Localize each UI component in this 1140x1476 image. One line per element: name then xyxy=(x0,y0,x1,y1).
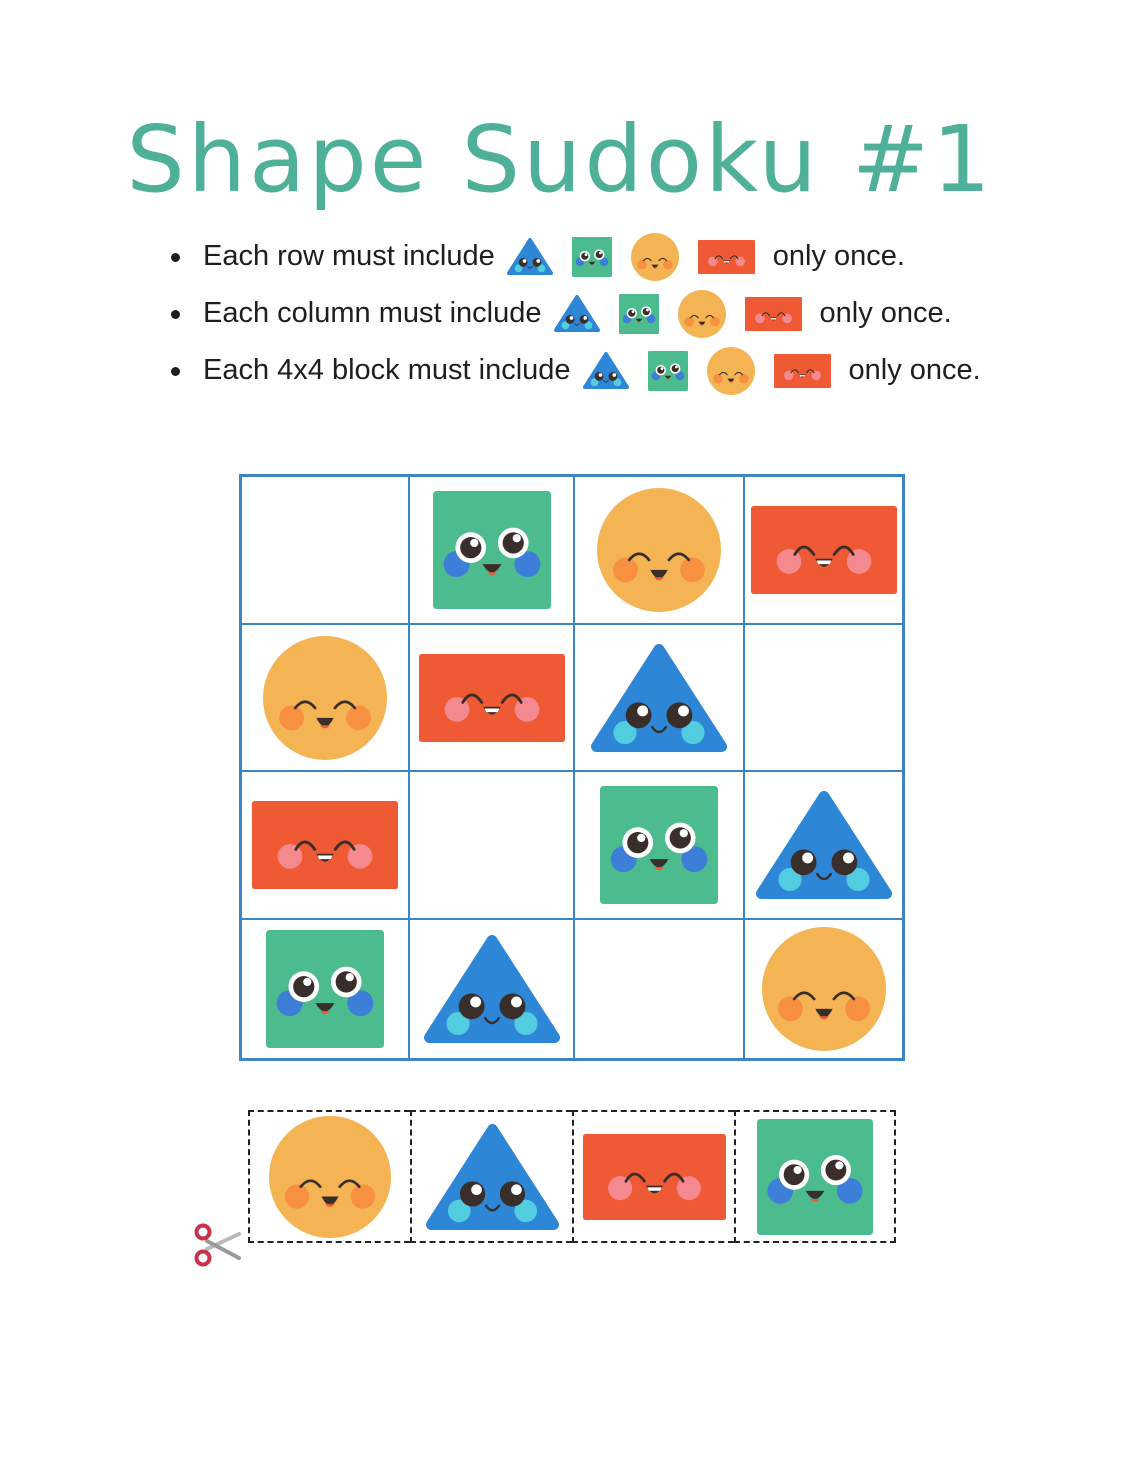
board-cell-empty[interactable] xyxy=(745,625,902,772)
cutout-pieces-strip xyxy=(248,1110,896,1243)
square-shape-icon xyxy=(433,491,551,609)
rule-text-after: only once. xyxy=(819,297,952,329)
board-cell-rectangle xyxy=(410,625,575,772)
cutout-piece-square[interactable] xyxy=(734,1110,896,1243)
board-cell-square xyxy=(575,772,745,920)
board-cell-triangle xyxy=(575,625,745,772)
square-shape-icon xyxy=(619,294,659,334)
circle-shape-icon xyxy=(597,488,721,612)
bullet-dot xyxy=(171,310,180,319)
square-shape-icon xyxy=(648,351,688,391)
board-cell-square xyxy=(410,477,575,625)
rectangle-shape-icon xyxy=(252,801,398,889)
circle-shape-icon xyxy=(678,290,726,338)
board-cell-square xyxy=(242,920,410,1058)
rule-text-before: Each row must include xyxy=(203,240,495,272)
scissors-icon xyxy=(193,1222,241,1268)
triangle-shape-icon xyxy=(591,644,727,752)
circle-shape-icon xyxy=(263,636,387,760)
rectangle-shape-icon xyxy=(751,506,897,594)
triangle-shape-icon xyxy=(756,791,892,899)
rectangle-shape-icon xyxy=(698,240,755,274)
triangle-shape-icon xyxy=(426,1124,559,1230)
rule-column xyxy=(168,285,981,342)
rules-list xyxy=(168,228,981,399)
bullet-dot xyxy=(171,367,180,376)
page-title: Shape Sudoku #1 xyxy=(126,106,994,213)
circle-shape-icon xyxy=(762,927,886,1051)
cutout-piece-circle[interactable] xyxy=(248,1110,410,1243)
cutout-piece-triangle[interactable] xyxy=(410,1110,572,1243)
triangle-shape-icon xyxy=(424,935,560,1043)
rule-text-before: Each 4x4 block must include xyxy=(203,354,571,386)
cutout-piece-rectangle[interactable] xyxy=(572,1110,734,1243)
square-shape-icon xyxy=(572,237,612,277)
board-cell-rectangle xyxy=(242,772,410,920)
square-shape-icon xyxy=(266,930,384,1048)
triangle-shape-icon xyxy=(507,238,553,275)
rule-block xyxy=(168,342,981,399)
bullet-dot xyxy=(171,253,180,262)
board-cell-rectangle xyxy=(745,477,902,625)
square-shape-icon xyxy=(757,1119,873,1235)
board-cell-circle xyxy=(242,625,410,772)
board-cell-circle xyxy=(745,920,902,1058)
board-cell-empty[interactable] xyxy=(242,477,410,625)
rule-text-after: only once. xyxy=(848,354,981,386)
circle-shape-icon xyxy=(631,233,679,281)
rule-text-before: Each column must include xyxy=(203,297,542,329)
rule-text-after: only once. xyxy=(772,240,905,272)
board-cell-triangle xyxy=(745,772,902,920)
board-cell-empty[interactable] xyxy=(410,772,575,920)
sudoku-board xyxy=(239,474,905,1061)
board-cell-empty[interactable] xyxy=(575,920,745,1058)
rectangle-shape-icon xyxy=(774,354,831,388)
rectangle-shape-icon xyxy=(419,654,565,742)
rule-row xyxy=(168,228,981,285)
rectangle-shape-icon xyxy=(745,297,802,331)
rule-shapes xyxy=(583,347,831,395)
board-cell-circle xyxy=(575,477,745,625)
rule-shapes xyxy=(554,290,802,338)
board-cell-triangle xyxy=(410,920,575,1058)
circle-shape-icon xyxy=(269,1116,391,1238)
rule-shapes xyxy=(507,233,755,281)
square-shape-icon xyxy=(600,786,718,904)
triangle-shape-icon xyxy=(554,295,600,332)
rectangle-shape-icon xyxy=(583,1134,726,1220)
circle-shape-icon xyxy=(707,347,755,395)
triangle-shape-icon xyxy=(583,352,629,389)
